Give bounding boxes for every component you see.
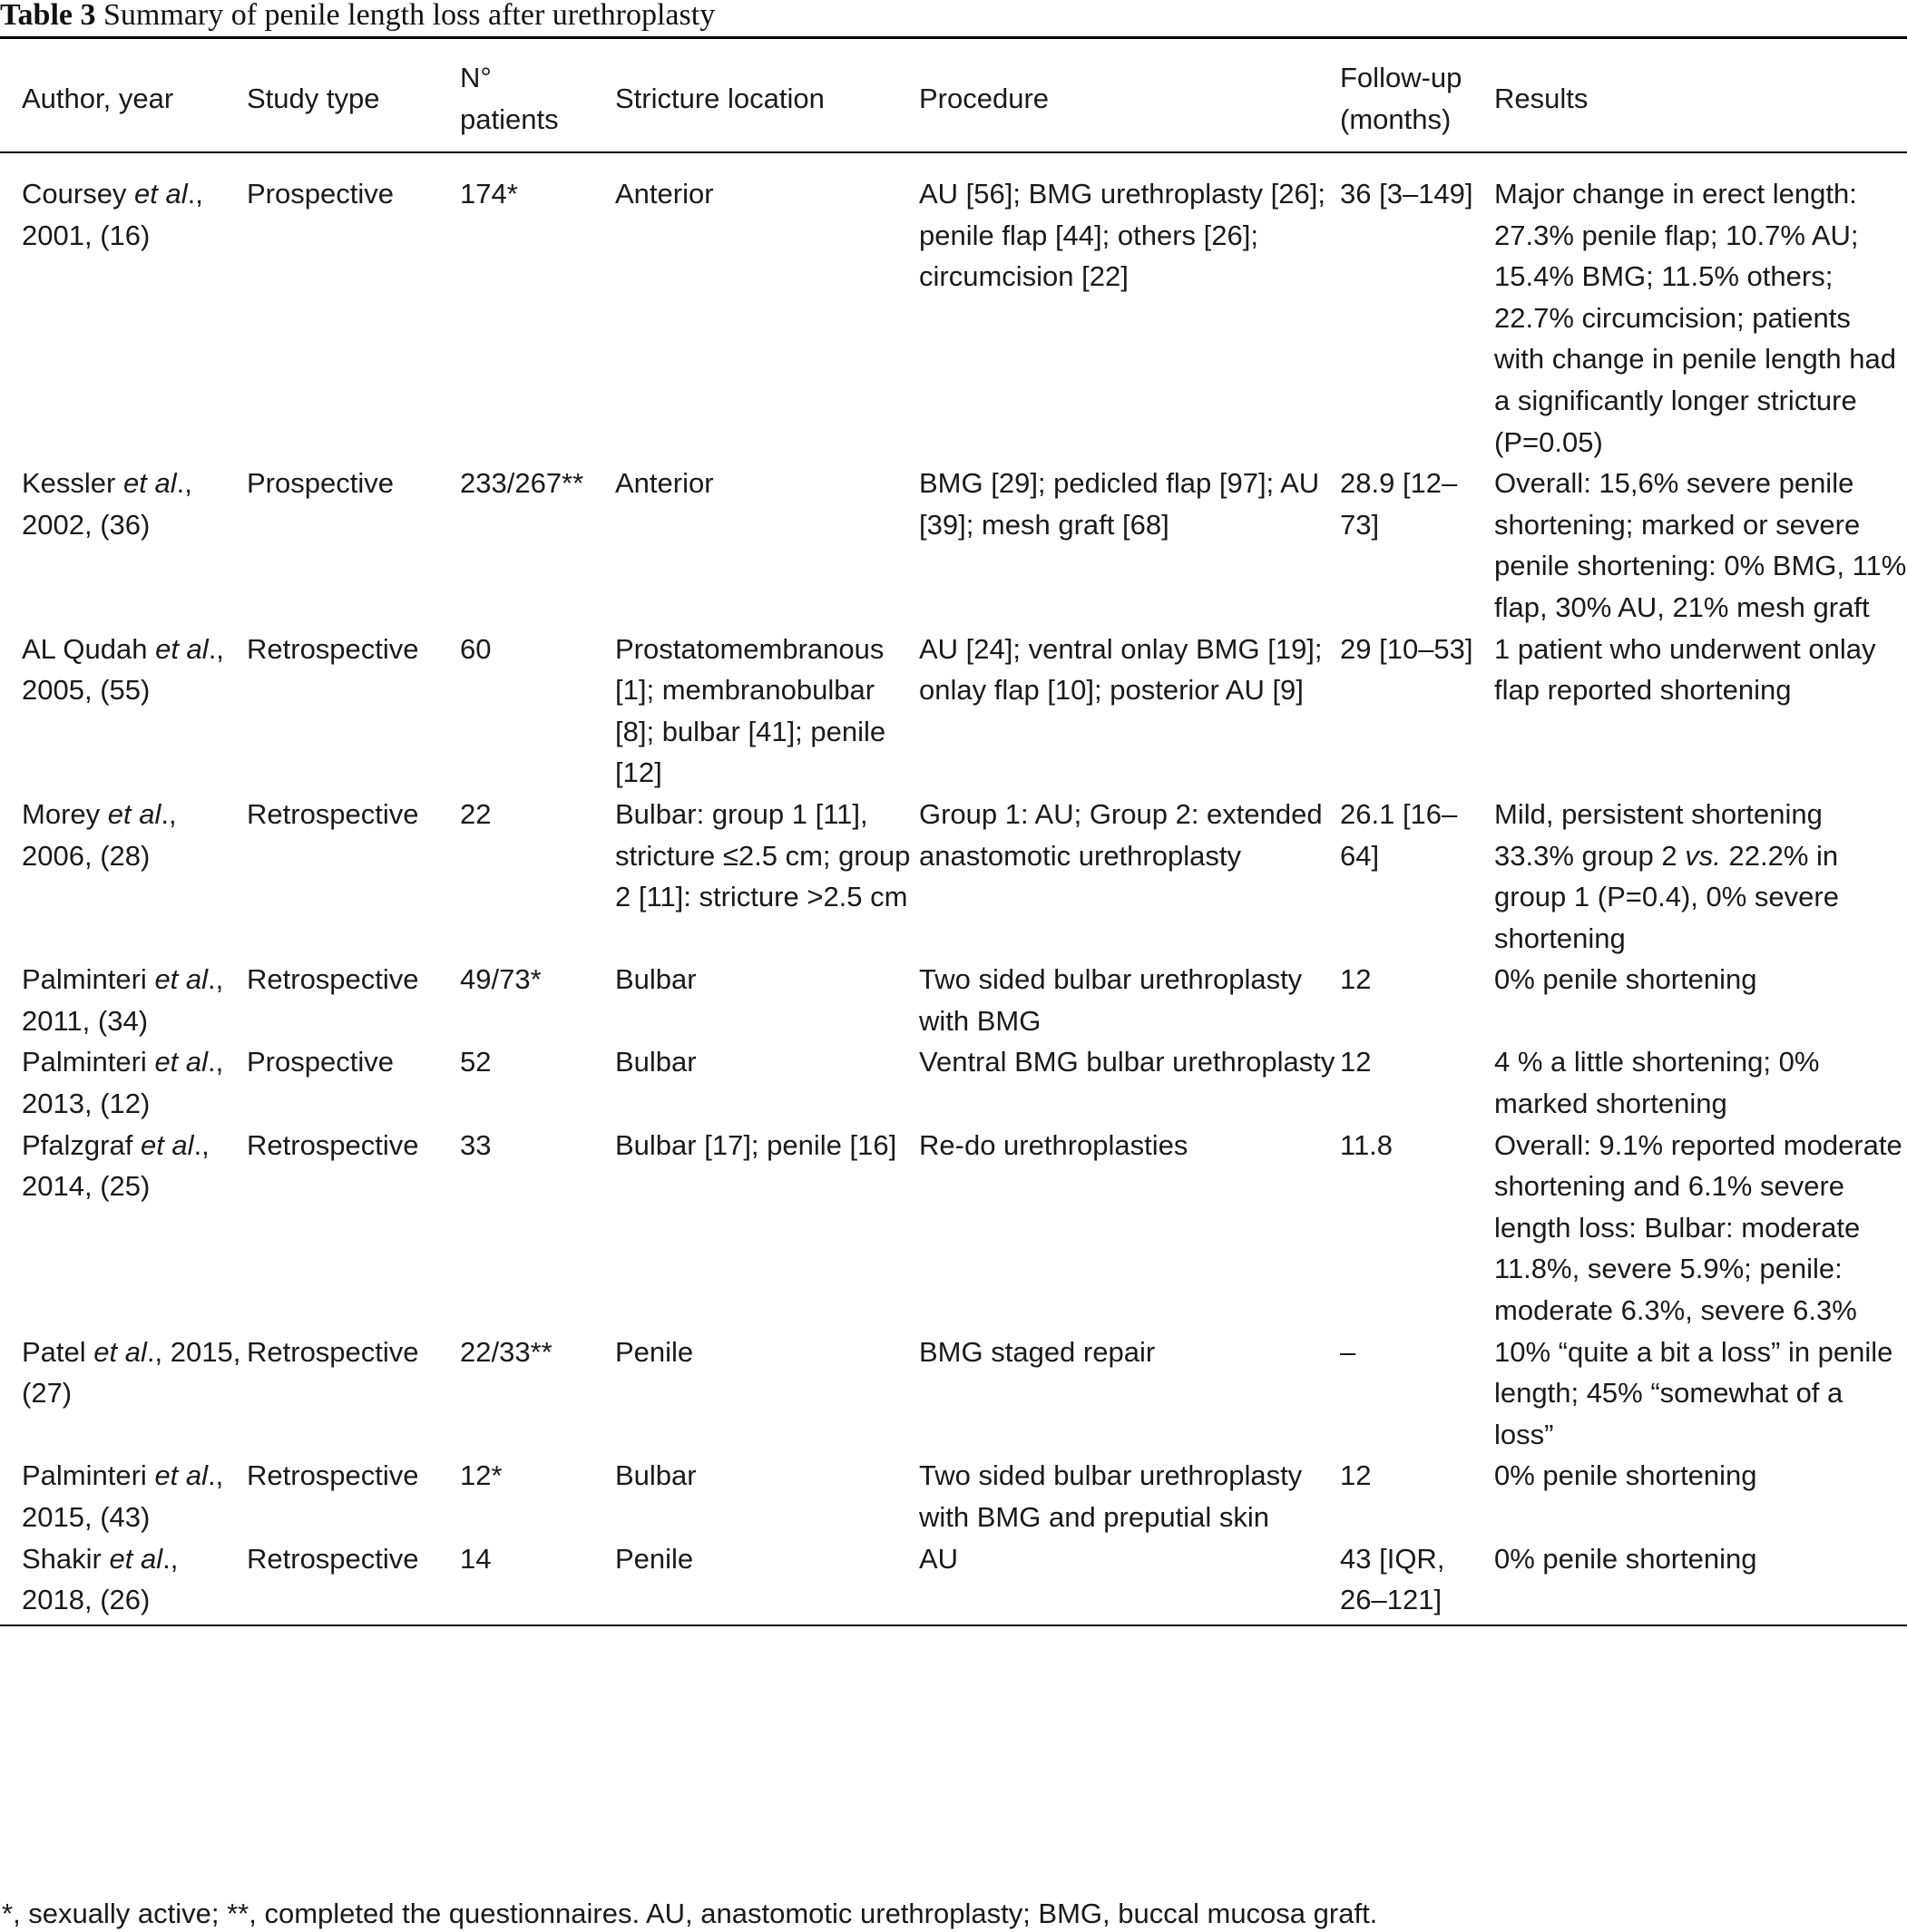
cell-study-type: Prospective — [247, 178, 394, 210]
table-row — [0, 959, 1907, 1041]
cell-procedure: Ventral BMG bulbar urethroplasty — [919, 1046, 1335, 1078]
cell-results: Overall: 15,6% severe penile shortening; marked or severe penile shortening: 0% BMG, 11% flap, 30% AU, 21% mesh graft — [1494, 467, 1907, 623]
cell-results: 1 patient who underwent onlay flap reported shortening — [1494, 632, 1876, 707]
cell-procedure: Two sided bulbar urethroplasty with BMG — [919, 963, 1303, 1037]
cell-n-patients: 22/33** — [460, 1335, 553, 1368]
cell-study-type: Retrospective — [247, 1459, 419, 1492]
author-year-ref: ., 2002, (36) — [22, 467, 192, 541]
cell-procedure: Two sided bulbar urethroplasty with BMG and preputial skin — [919, 1459, 1303, 1533]
cell-results: 0% penile shortening — [1494, 1459, 1757, 1492]
author-et-al: et al — [154, 963, 209, 996]
author-et-al: et al — [122, 467, 177, 500]
cell-n-patients: 60 — [460, 632, 492, 665]
cell-procedure: Group 1: AU; Group 2: extended anastomotic urethroplasty — [919, 797, 1323, 872]
cell-stricture-location: Prostatomembranous [1]; membranobulbar [8]; bulbar [41]; penile [12] — [615, 632, 886, 789]
author-et-al: et al — [107, 797, 161, 830]
cell-author — [0, 1125, 247, 1332]
author-year-ref: ., 2018, (26) — [22, 1542, 179, 1616]
author-name: Pfalzgraf — [22, 1128, 141, 1161]
table-row — [0, 629, 1907, 794]
cell-n-patients: 33 — [460, 1128, 492, 1161]
cell-results: 4 % a little shortening; 0% marked shortening — [1494, 1046, 1820, 1120]
table-row — [0, 1455, 1907, 1537]
cell-study-type: Retrospective — [247, 632, 419, 665]
table-row — [0, 794, 1907, 959]
cell-stricture-location: Penile — [615, 1542, 694, 1575]
author-et-al: et al — [155, 632, 209, 665]
table-row — [0, 151, 1907, 463]
author-name: Coursey — [22, 178, 135, 210]
header-stricture-location: Stricture location — [615, 83, 825, 115]
table-header — [0, 39, 1907, 151]
cell-stricture-location: Bulbar — [615, 963, 697, 996]
author-year-ref: ., 2001, (16) — [22, 178, 203, 251]
header-procedure: Procedure — [919, 83, 1050, 115]
author-et-al: et al — [154, 1046, 209, 1078]
header-followup-line1: Follow-up — [1340, 62, 1462, 94]
cell-stricture-location: Bulbar — [615, 1046, 697, 1078]
header-followup-line2: (months) — [1340, 103, 1452, 135]
author-name: Patel — [22, 1335, 94, 1368]
cell-results: Overall: 9.1% reported moderate shortening and 6.1% severe length loss: Bulbar: moderate 11.8%, severe 5.9%; penile: moderate 6.3%, severe 6.3% — [1494, 1128, 1902, 1327]
cell-study-type: Prospective — [247, 1046, 394, 1078]
table-caption — [0, 0, 715, 33]
table-row — [0, 463, 1907, 628]
cell-n-patients: 52 — [460, 1046, 492, 1078]
author-name: Palminteri — [22, 1046, 155, 1078]
table-row — [0, 1332, 1907, 1456]
cell-study-type: Retrospective — [247, 1128, 419, 1161]
cell-stricture-location: Bulbar [17]; penile [16] — [615, 1128, 897, 1161]
bottom-rule — [0, 1625, 1907, 1626]
cell-follow-up: 43 [IQR, 26–121] — [1340, 1542, 1445, 1616]
cell-procedure: BMG [29]; pedicled flap [97]; AU [39]; mesh graft [68] — [919, 467, 1320, 541]
header-follow-up — [1340, 39, 1494, 151]
header-rule — [0, 151, 1907, 153]
table-body — [0, 151, 1907, 1621]
results-vs: vs. — [1685, 839, 1721, 872]
cell-study-type: Retrospective — [247, 1335, 419, 1368]
author-year-ref: ., 2006, (28) — [22, 797, 177, 872]
author-name: Palminteri — [22, 1459, 155, 1492]
cell-n-patients: 49/73* — [460, 963, 542, 996]
cell-n-patients: 174* — [460, 178, 518, 210]
cell-follow-up: 26.1 [16– 64] — [1340, 797, 1458, 872]
cell-follow-up: 12 — [1340, 1046, 1372, 1078]
cell-procedure: AU — [919, 1542, 959, 1575]
cell-stricture-location: Anterior — [615, 178, 714, 210]
cell-author — [0, 794, 247, 959]
results-text-b: 22.2% in group 1 (P=0.4), 0% severe shortening — [1494, 839, 1839, 954]
cell-author — [0, 1455, 247, 1537]
cell-procedure: AU [24]; ventral onlay BMG [19]; onlay flap [10]; posterior AU [9] — [919, 632, 1323, 707]
header-row — [0, 39, 1907, 151]
table-label: Table 3 — [0, 0, 96, 32]
author-year-ref: ., 2014, (25) — [22, 1128, 210, 1203]
cell-procedure: BMG staged repair — [919, 1335, 1156, 1368]
cell-author — [0, 151, 247, 463]
cell-results — [1494, 794, 1907, 959]
cell-procedure: AU [56]; BMG urethroplasty [26]; penile flap [44]; others [26]; circumcision [22] — [919, 178, 1325, 293]
table-row — [0, 1538, 1907, 1621]
cell-author — [0, 1041, 247, 1124]
cell-study-type: Retrospective — [247, 1542, 419, 1575]
results-text-a: Mild, persistent shortening 33.3% group 2 — [1494, 797, 1823, 872]
table-title: Summary of penile length loss after urethroplasty — [103, 0, 716, 32]
author-name: Morey — [22, 797, 108, 830]
table-footnote: *, sexually active; **, completed the questionnaires. AU, anastomotic urethroplasty; BMG, buccal mucosa graft. — [2, 1898, 1378, 1929]
author-name: AL Qudah — [22, 632, 156, 665]
author-et-al: et al — [109, 1542, 163, 1575]
cell-study-type: Prospective — [247, 467, 394, 500]
cell-stricture-location: Penile — [615, 1335, 694, 1368]
cell-follow-up: 12 — [1340, 963, 1372, 996]
author-name: Kessler — [22, 467, 123, 500]
cell-author — [0, 1332, 247, 1456]
header-study-type: Study type — [247, 83, 380, 115]
author-year-ref: ., 2011, (34) — [22, 963, 224, 1037]
header-n-line2: patients — [460, 103, 559, 135]
cell-study-type: Retrospective — [247, 797, 419, 830]
cell-n-patients: 12* — [460, 1459, 503, 1492]
cell-study-type: Retrospective — [247, 963, 419, 996]
cell-author — [0, 1538, 247, 1621]
cell-results: 0% penile shortening — [1494, 1542, 1757, 1575]
author-et-al: et al — [134, 178, 188, 210]
author-et-al: et al — [93, 1335, 147, 1368]
author-et-al: et al — [154, 1459, 209, 1492]
cell-n-patients: 22 — [460, 797, 492, 830]
cell-author — [0, 629, 247, 794]
cell-results: 10% “quite a bit a loss” in penile length; 45% “somewhat of a loss” — [1494, 1335, 1893, 1450]
header-n-line1: N° — [460, 62, 492, 94]
cell-stricture-location: Bulbar — [615, 1459, 697, 1492]
cell-follow-up: – — [1340, 1335, 1356, 1368]
cell-follow-up: 36 [3–149] — [1340, 178, 1473, 210]
cell-author — [0, 959, 247, 1041]
table-row — [0, 1041, 1907, 1124]
author-year-ref: ., 2005, (55) — [22, 632, 224, 707]
author-year-ref: ., 2015, (27) — [22, 1335, 241, 1410]
author-year-ref: ., 2015, (43) — [22, 1459, 224, 1533]
cell-n-patients: 233/267** — [460, 467, 584, 500]
author-name: Palminteri — [22, 963, 155, 996]
cell-n-patients: 14 — [460, 1542, 492, 1575]
cell-results: 0% penile shortening — [1494, 963, 1757, 996]
cell-stricture-location: Bulbar: group 1 [11], stricture ≤2.5 cm; group 2 [11]: stricture >2.5 cm — [615, 797, 911, 913]
author-et-al: et al — [140, 1128, 194, 1161]
author-name: Shakir — [22, 1542, 110, 1575]
cell-follow-up: 11.8 — [1340, 1128, 1394, 1161]
header-author: Author, year — [22, 83, 174, 115]
table-row — [0, 1125, 1907, 1332]
cell-follow-up: 29 [10–53] — [1340, 632, 1473, 665]
cell-author — [0, 463, 247, 628]
header-results: Results — [1494, 83, 1589, 115]
header-n-patients — [460, 39, 615, 151]
cell-results: Major change in erect length: 27.3% penile flap; 10.7% AU; 15.4% BMG; 11.5% others; 22.7% circumcision; patients with change in penile length had a significantly longer stricture (P=0.05) — [1494, 178, 1896, 458]
cell-stricture-location: Anterior — [615, 467, 714, 500]
cell-procedure: Re-do urethroplasties — [919, 1128, 1188, 1161]
author-year-ref: ., 2013, (12) — [22, 1046, 224, 1120]
cell-follow-up: 28.9 [12–73] — [1340, 467, 1458, 541]
cell-follow-up: 12 — [1340, 1459, 1372, 1492]
summary-table — [0, 39, 1907, 1621]
